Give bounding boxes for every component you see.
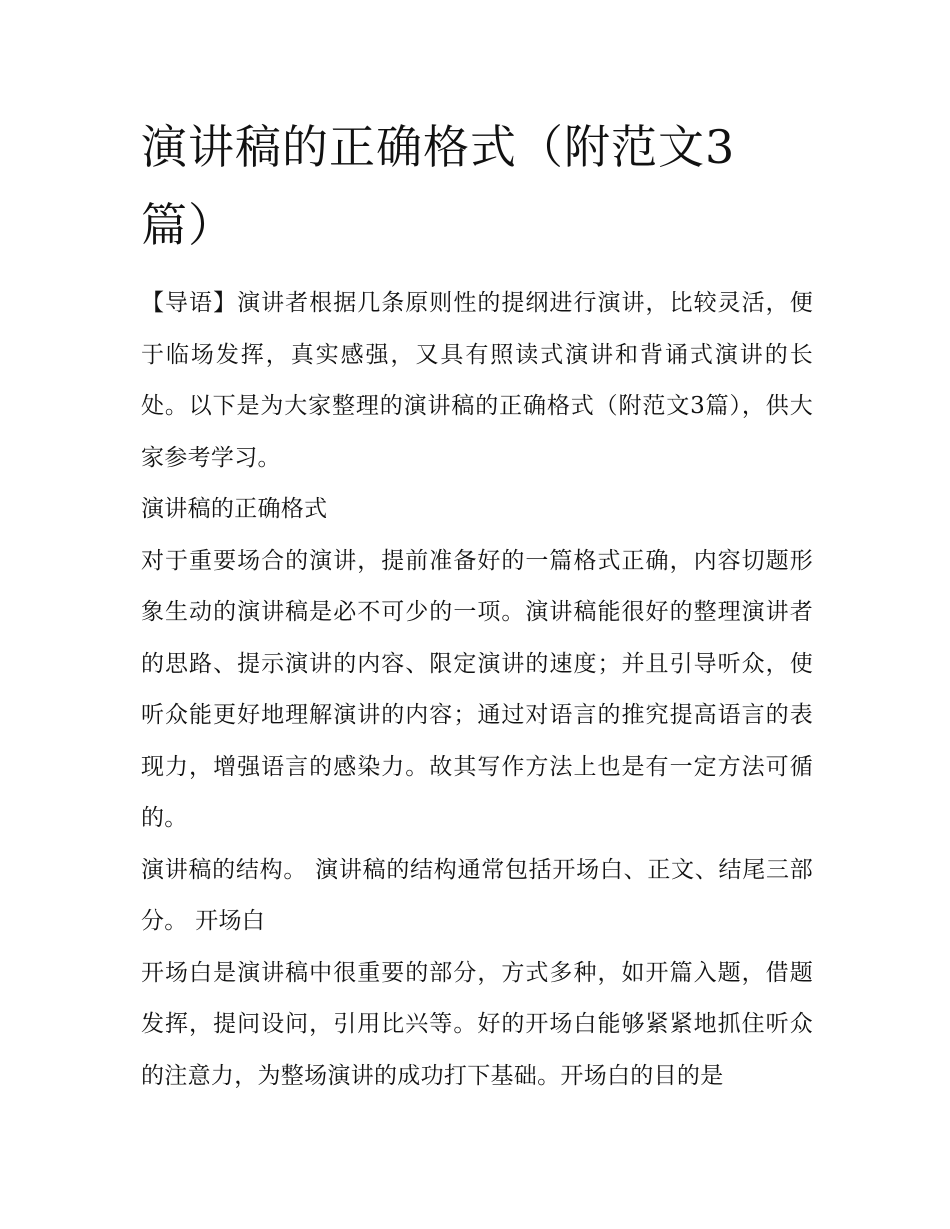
document-title: 演讲稿的正确格式（附范文3篇） bbox=[141, 120, 736, 252]
section-heading: 演讲稿的正确格式 bbox=[141, 496, 328, 522]
structure-paragraph: 演讲稿的结构。 演讲稿的结构通常包括开场白、正文、结尾三部分。 开场白 bbox=[141, 856, 813, 934]
document-body bbox=[141, 108, 813, 1102]
opening-paragraph: 开场白是演讲稿中很重要的部分，方式多种，如开篇入题，借题发挥，提问设问，引用比兴等。好的开场白能够紧紧地抓住听众的注意力，为整场演讲的成功打下基础。开场白的目的是 bbox=[141, 959, 813, 1089]
body-paragraph: 对于重要场合的演讲，提前准备好的一篇格式正确，内容切题形象生动的演讲稿是必不可少的一项。演讲稿能很好的整理演讲者的思路、提示演讲的内容、限定演讲的速度；并且引导听众，使听众能更好地理解演讲的内容；通过对语言的推究提高语言的表现力，增强语言的感染力。故其写作方法上也是有一定方法可循的。 bbox=[141, 547, 813, 831]
intro-paragraph: 【导语】演讲者根据几条原则性的提纲进行演讲，比较灵活，便于临场发挥，真实感强，又具有照读式演讲和背诵式演讲的长处。以下是为大家整理的演讲稿的正确格式（附范文3篇），供大家参考学习。 bbox=[141, 290, 813, 471]
